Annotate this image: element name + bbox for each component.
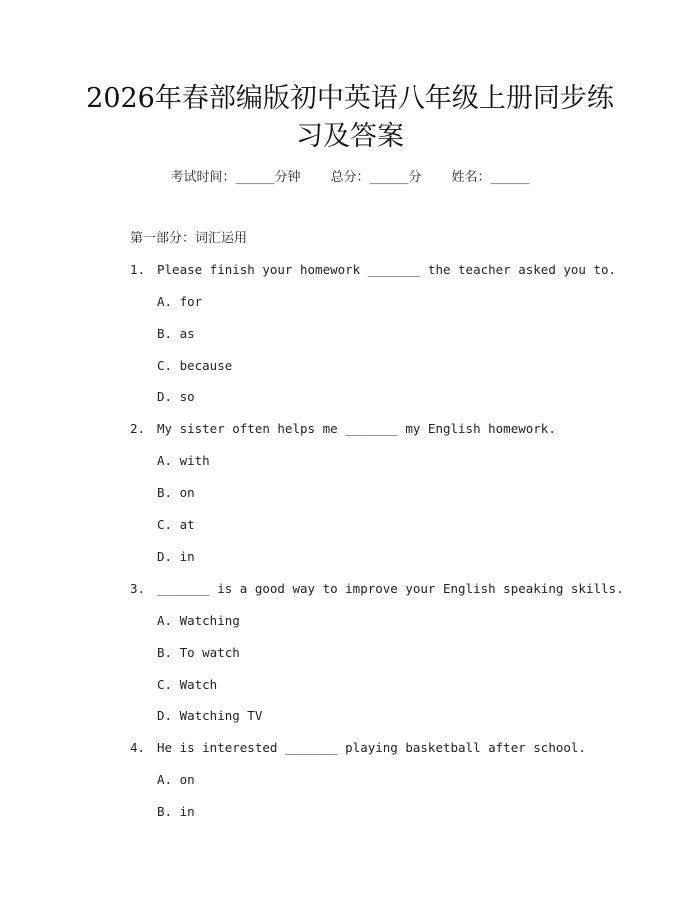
exam-time-label: 考试时间：______分钟 [170,170,301,185]
option-4b: B. in [157,804,195,819]
question-number: 2. [130,421,146,436]
question-text: _______ is a good way to improve your English speaking skills. [157,581,624,596]
student-name-label: 姓名：______ [451,170,530,185]
option-1d: D. so [157,389,195,404]
question-text: He is interested _______ playing basketball after school. [157,740,586,755]
question-number: 3. [130,581,146,596]
exam-info-line [0,168,700,188]
option-1a: A. for [157,294,203,309]
document-title [60,80,640,156]
question-text: My sister often helps me _______ my English homework. [157,421,556,436]
option-3c: C. Watch [157,677,218,692]
title-line-2: 习及答案 [296,121,404,152]
option-2d: D. in [157,549,195,564]
option-2b: B. on [157,485,195,500]
question-number: 4. [130,740,146,755]
option-1b: B. as [157,326,195,341]
section-title: 第一部分：词汇运用 [130,231,248,246]
question-2 [130,419,630,439]
option-2a: A. with [157,453,210,468]
question-text: Please finish your homework _______ the teacher asked you to. [157,262,617,277]
question-3 [130,579,650,599]
total-score-label: 总分：______分 [330,170,422,185]
option-1c: C. because [157,358,233,373]
question-1 [130,260,630,280]
option-2c: C. at [157,517,195,532]
title-line-1: 2026年春部编版初中英语八年级上册同步练 [86,83,614,114]
option-4a: A. on [157,772,195,787]
question-number: 1. [130,262,146,277]
option-3b: B. To watch [157,645,240,660]
question-4 [130,738,630,758]
option-3d: D. Watching TV [157,708,263,723]
option-3a: A. Watching [157,613,240,628]
